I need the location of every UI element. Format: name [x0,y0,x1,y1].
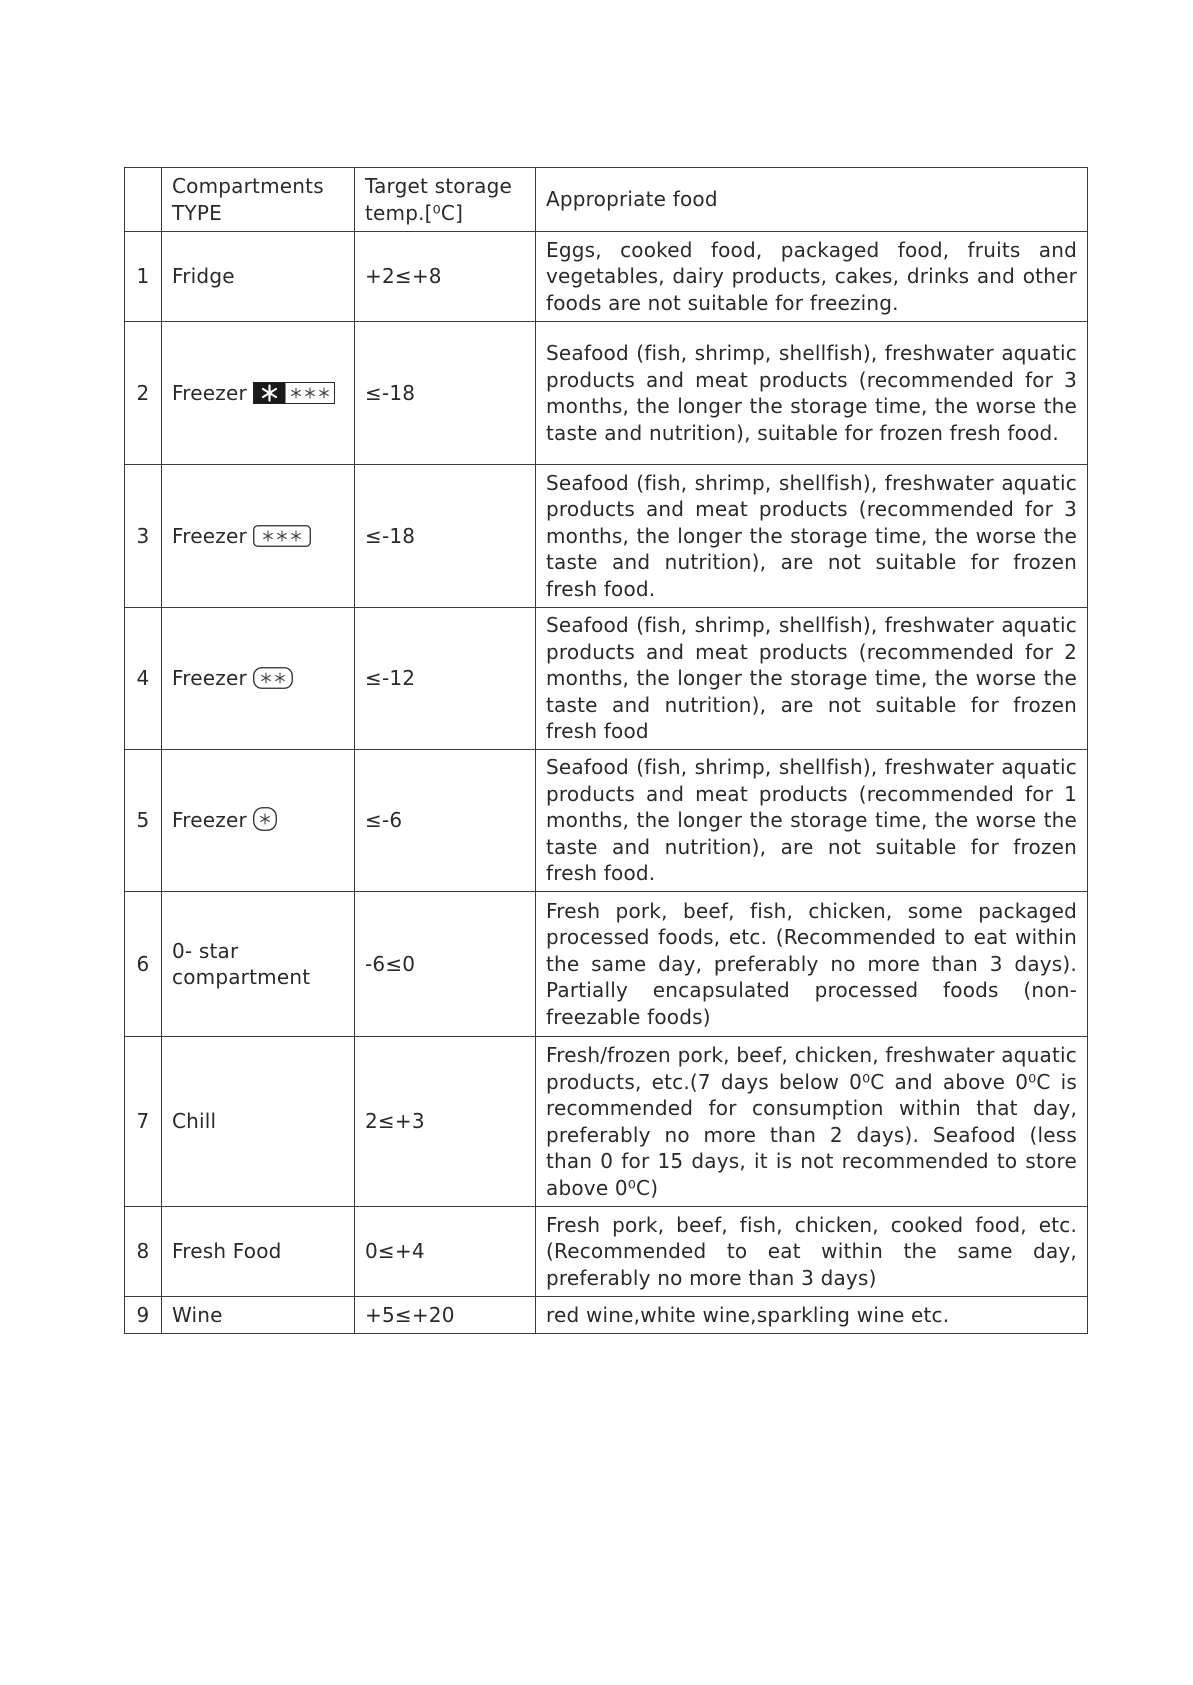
row-number: 2 [125,322,162,465]
row-number: 8 [125,1207,162,1297]
compartment-type-label: Freezer [172,380,247,405]
target-temperature: 2≤+3 [355,1037,536,1207]
row-number: 4 [125,608,162,750]
header-number-cell [125,168,162,232]
target-temperature: ≤-18 [355,322,536,465]
row-number: 7 [125,1037,162,1207]
target-temperature: +5≤+20 [355,1297,536,1334]
compartment-type-label: Freezer [172,523,247,548]
appropriate-food: Fresh pork, beef, fish, chicken, some packaged processed foods, etc. (Recommended to eat within the same day, preferably no more than 3 days). Partially encapsulated processed foods (non-freezable foods) [536,892,1088,1037]
compartment-type-label: Fresh Food [172,1239,282,1264]
compartment-type-label: 0- star compartment [172,938,311,989]
one-star-freezer-icon [253,807,277,831]
appropriate-food: Fresh pork, beef, fish, chicken, cooked food, etc. (Recommended to eat within the same day, preferably no more than 3 days) [536,1207,1088,1297]
three-star-freezer-icon [253,525,311,547]
compartment-storage-table [124,167,1088,1334]
appropriate-food: red wine,white wine,sparkling wine etc. [536,1297,1088,1334]
table-row [125,465,1088,608]
compartment-type [162,1207,355,1297]
header-appropriate-food: Appropriate food [536,168,1088,232]
row-number: 5 [125,750,162,892]
compartment-type [162,465,355,608]
table-row [125,1207,1088,1297]
appropriate-food: Seafood (fish, shrimp, shellfish), freshwater aquatic products and meat products (recommended for 3 months, the longer the storage time, the worse the taste and nutrition), suitable for frozen fresh food. [536,322,1088,465]
target-temperature: ≤-6 [355,750,536,892]
compartment-type [162,322,355,465]
target-temperature: ≤-12 [355,608,536,750]
compartment-type [162,1037,355,1207]
compartment-type-label: Chill [172,1109,217,1134]
header-compartment-type: Compartments TYPE [162,168,355,232]
four-star-freezer-icon [253,382,335,404]
two-star-freezer-icon [253,667,293,689]
row-number: 3 [125,465,162,608]
appropriate-food: Seafood (fish, shrimp, shellfish), freshwater aquatic products and meat products (recommended for 2 months, the longer the storage time, the worse the taste and nutrition), are not suitable for frozen fresh food [536,608,1088,750]
table-row [125,1037,1088,1207]
target-temperature: 0≤+4 [355,1207,536,1297]
appropriate-food: Seafood (fish, shrimp, shellfish), freshwater aquatic products and meat products (recommended for 1 months, the longer the storage time, the worse the taste and nutrition), are not suitable for frozen fresh food. [536,750,1088,892]
compartment-type [162,750,355,892]
table-row [125,1297,1088,1334]
target-temperature: ≤-18 [355,465,536,608]
compartment-type [162,608,355,750]
table-row [125,232,1088,322]
appropriate-food: Eggs, cooked food, packaged food, fruits and vegetables, dairy products, cakes, drinks and other foods are not suitable for freezing. [536,232,1088,322]
compartment-type-label: Fridge [172,264,235,289]
compartment-type-label: Freezer [172,666,247,691]
table-row [125,608,1088,750]
table-row [125,322,1088,465]
appropriate-food: Seafood (fish, shrimp, shellfish), freshwater aquatic products and meat products (recommended for 3 months, the longer the storage time, the worse the taste and nutrition), are not suitable for frozen fresh food. [536,465,1088,608]
target-temperature: +2≤+8 [355,232,536,322]
table-header-row [125,168,1088,232]
compartment-type [162,1297,355,1334]
compartment-type [162,892,355,1037]
header-target-temperature: Target storage temp.[⁰C] [355,168,536,232]
compartment-type [162,232,355,322]
table-row [125,892,1088,1037]
compartment-type-label: Freezer [172,808,247,833]
target-temperature: -6≤0 [355,892,536,1037]
row-number: 1 [125,232,162,322]
compartment-type-label: Wine [172,1302,223,1327]
table-row [125,750,1088,892]
appropriate-food: Fresh/frozen pork, beef, chicken, freshwater aquatic products, etc.(7 days below 0⁰C and above 0⁰C is recommended for consumption within that day, preferably no more than 2 days). Seafood (less than 0 for 15 days, it is not recommended to store above 0⁰C) [536,1037,1088,1207]
row-number: 9 [125,1297,162,1334]
row-number: 6 [125,892,162,1037]
